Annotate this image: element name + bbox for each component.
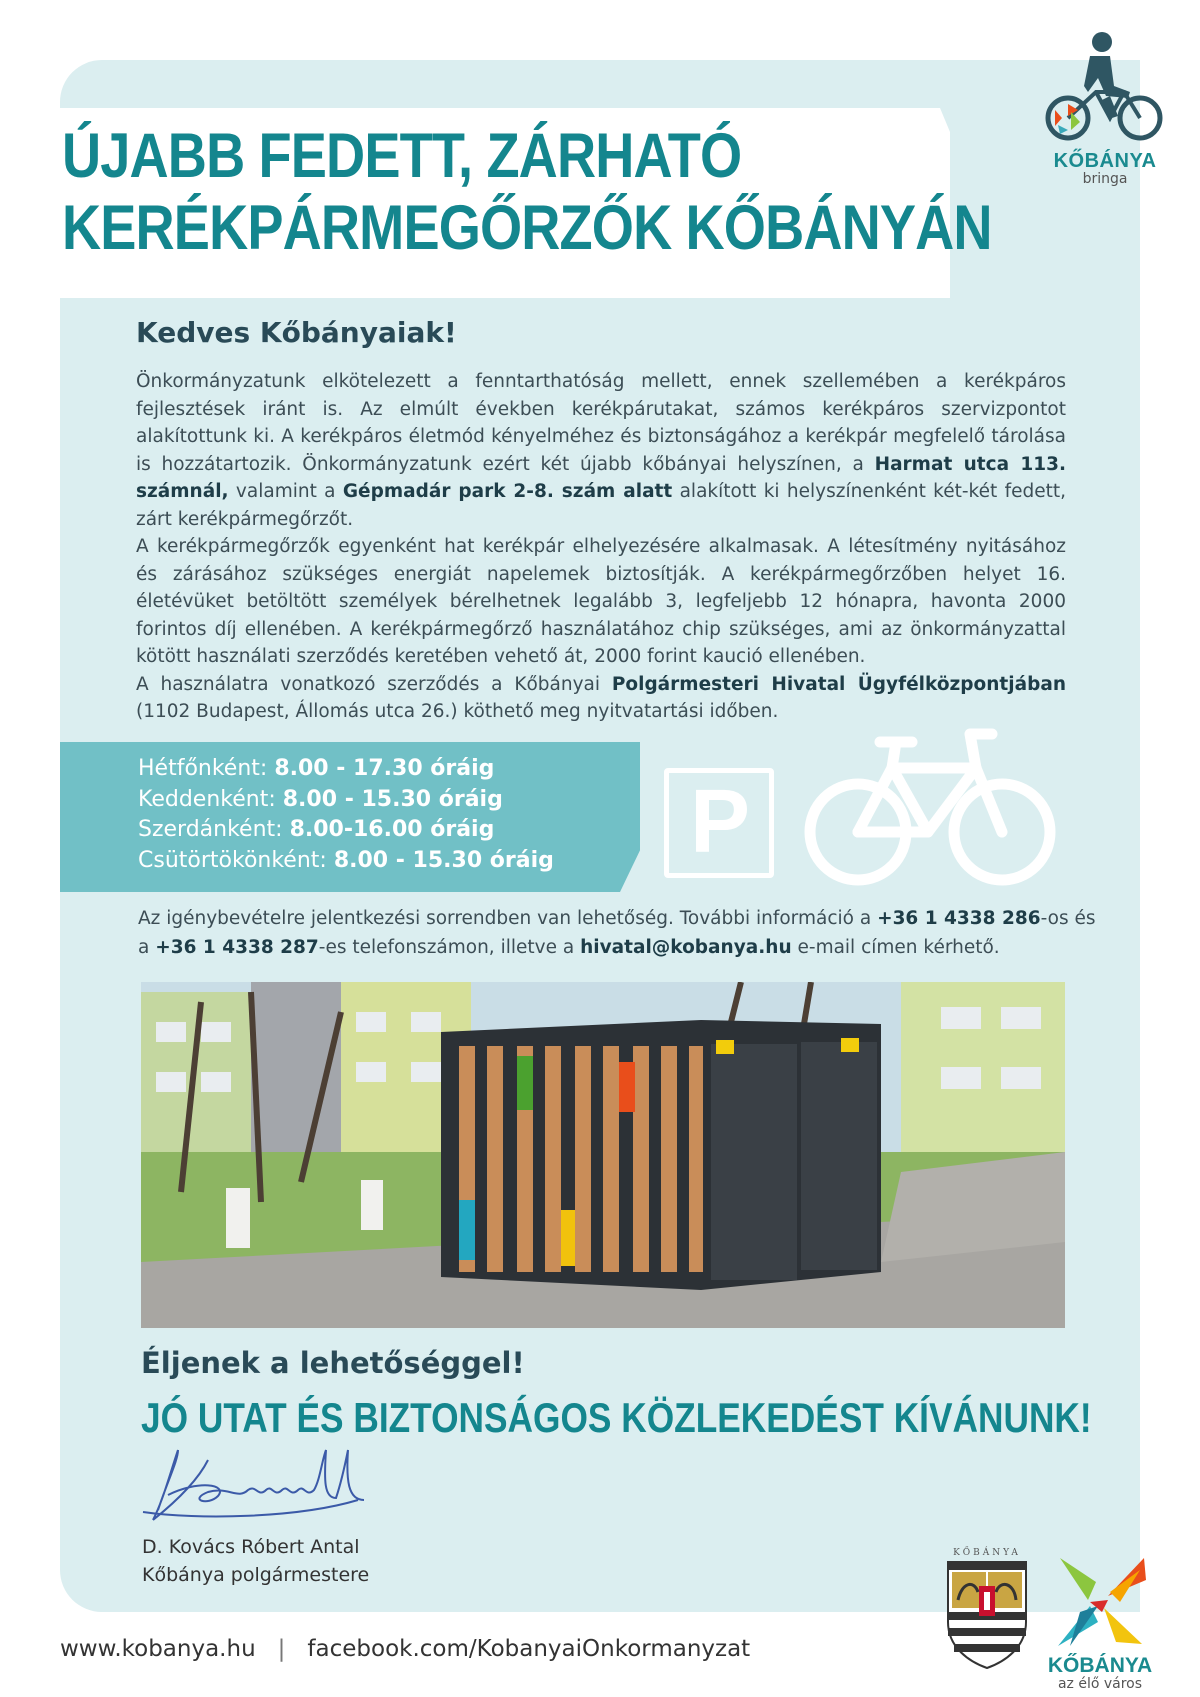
hours-time: 8.00-16.00 óráig <box>289 817 495 842</box>
title-line-1: ÚJABB FEDETT, ZÁRHATÓ <box>62 121 742 191</box>
contact-text-c: -es telefonszámon, illetve a <box>318 937 581 958</box>
hours-row <box>138 754 554 785</box>
logo-top-brand: KŐBÁNYA <box>1053 150 1157 172</box>
signatory-name: D. Kovács Róbert Antal <box>142 1536 360 1558</box>
hours-day: Hétfőnként: <box>138 756 268 781</box>
footer-separator: | <box>277 1636 286 1662</box>
hours-day: Csütörtökönként: <box>138 847 327 873</box>
kobanya-city-logo <box>1040 1552 1160 1692</box>
parking-sign-letter: P <box>690 772 751 872</box>
contact-text-b: -os és a <box>138 908 1096 958</box>
p1-bold-address-1: Harmat utca 113. számnál, <box>136 453 1066 502</box>
hours-time: 8.00 - 15.30 óráig <box>282 786 503 812</box>
contact-email[interactable]: hivatal@kobanya.hu <box>580 937 792 958</box>
kobanya-crest-icon <box>944 1552 1030 1672</box>
bike-storage-photo <box>141 982 1065 1328</box>
hours-row <box>138 846 554 877</box>
kobanya-bringa-logo <box>1035 30 1175 187</box>
contact-text-a: Az igénybevételre jelentkezési sorrendben van lehetőség. További információ a <box>138 908 878 929</box>
bicycle-icon <box>800 720 1060 890</box>
contact-info <box>138 904 1098 962</box>
kobanya-star-logo-icon <box>1050 1552 1150 1650</box>
body-paragraph-2: A kerékpármegőrzők egyenként hat kerékpár elhelyezésére alkalmasak. A létesítmény nyitásához és zárásához szükséges energiát napelemek biztosítják. A kerékpármegőrzőben helyet 16. életévüket betöltött személyek bérelhetnek legalább 3, legfeljebb 12 hónapra, havonta 2000 forintos díj ellenében. A kerékpármegőrző használatához chip szükséges, ami az önkormányzattal kötött használati szerződés keretében vehető át, 2000 forint kaució ellenében. <box>136 536 1066 667</box>
contact-text-d: e-mail címen kérhető. <box>791 937 1000 958</box>
footer-facebook-link[interactable]: facebook.com/KobanyaiOnkormanyzat <box>307 1636 751 1662</box>
p1-text-c: valamint a <box>228 481 343 502</box>
body-text <box>136 368 1066 726</box>
contact-phone-1[interactable]: +36 1 4338 286 <box>877 908 1041 929</box>
cyclist-logo-icon <box>1040 30 1170 142</box>
hours-row <box>138 815 554 846</box>
page-title <box>62 120 992 264</box>
footer-website-link[interactable]: www.kobanya.hu <box>60 1636 256 1662</box>
greeting: Kedves Kőbányaiak! <box>136 316 457 349</box>
contact-phone-2[interactable]: +36 1 4338 287 <box>155 937 319 958</box>
hours-day: Szerdánként: <box>138 817 283 842</box>
p3-text-c: (1102 Budapest, Állomás utca 26.) köthető meg nyitvatartási időben. <box>136 701 779 722</box>
logo-bottom-sub: az élő város <box>1057 1676 1143 1692</box>
signatory-role: Kőbánya polgármestere <box>142 1564 370 1586</box>
closing-cheer: Éljenek a lehetőséggel! <box>141 1346 525 1380</box>
body-paragraph-3 <box>136 671 1066 726</box>
logo-top-sub: bringa <box>1082 171 1128 187</box>
p1-bold-address-2: Gépmadár park 2-8. szám alatt <box>342 481 673 502</box>
footer <box>60 1636 750 1662</box>
hours-time: 8.00 - 17.30 óráig <box>274 756 495 781</box>
p3-bold-office: Polgármesteri Hivatal Ügyfélközpontjában <box>611 673 1066 695</box>
hours-day: Keddenként: <box>138 786 276 812</box>
p1-text-a: Önkormányzatunk elkötelezett a fenntarthatóság mellett, ennek szellemében a kerékpáros fejlesztések iránt is. Az elmúlt években kerékpárutakat, számos kerékpáros szervizpontot alakítottunk ki. A kerékpáros életmód kényelméhez és biztonságához a kerékpár megfelelő tárolása is hozzátartozik. Önkormányzatunk ezért két újabb kőbányai helyszínen, a <box>136 371 1066 475</box>
mayor-signature <box>138 1440 368 1530</box>
p3-text-a: A használatra vonatkozó szerződés a Kőbányai <box>136 673 612 695</box>
signatory <box>142 1533 369 1589</box>
opening-hours <box>138 754 554 876</box>
hours-row <box>138 785 554 816</box>
logo-bottom-brand: KŐBÁNYA <box>1047 1654 1153 1677</box>
hours-time: 8.00 - 15.30 óráig <box>333 847 554 873</box>
body-paragraph-1 <box>136 368 1066 533</box>
p1-text-e: alakított ki helyszínenként két-két fedett, zárt kerékpármegőrzőt. <box>136 481 1066 530</box>
crest-caption: KŐBÁNYA <box>953 1548 1021 1558</box>
title-line-2: KERÉKPÁRMEGŐRZŐK KŐBÁNYÁN <box>62 193 992 263</box>
closing-wish: JÓ UTAT ÉS BIZTONSÁGOS KÖZLEKEDÉST KÍVÁNUNK! <box>141 1394 1092 1441</box>
